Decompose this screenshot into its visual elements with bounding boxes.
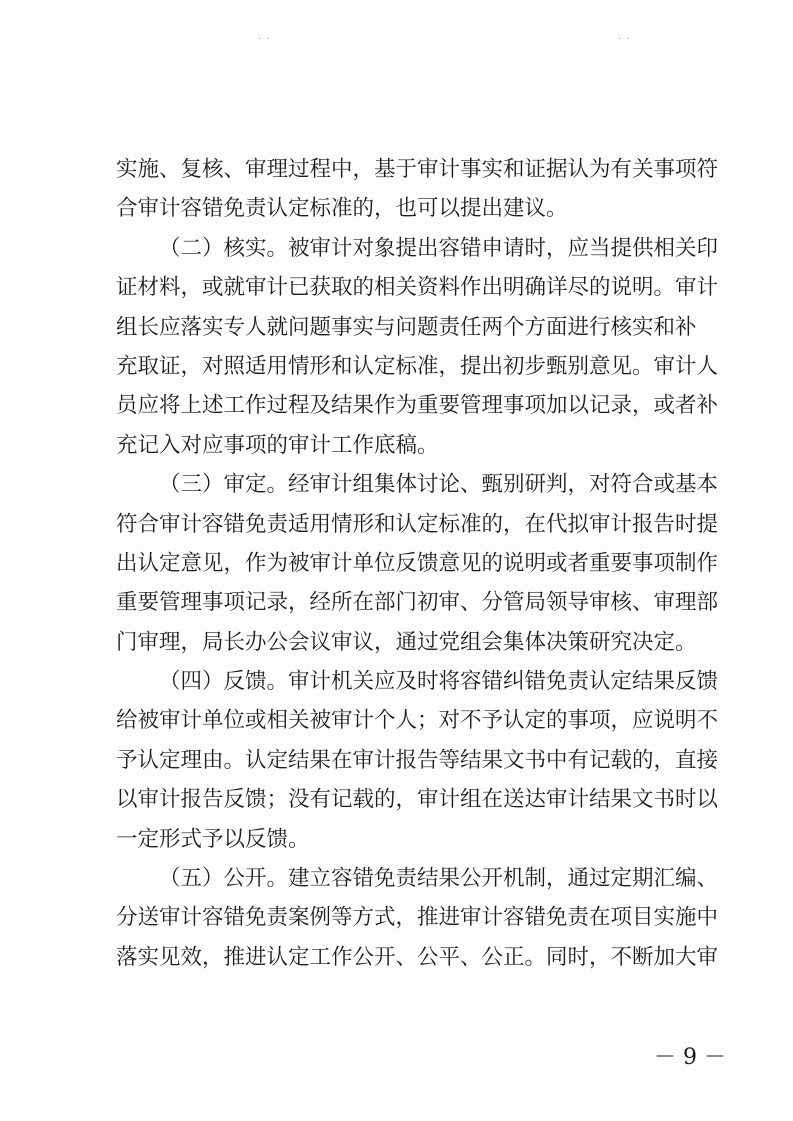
scan-speck-left: · ·: [258, 34, 271, 45]
paragraph-3-line-4: 重要管理事项记录，经所在部门初审、分管局领导审核、审理部: [116, 590, 719, 616]
paragraph-3-line-2: 符合审计容错免责适用情形和认定标准的，在代拟审计报告时提: [116, 511, 719, 537]
paragraph-4-line-2: 给被审计单位或相关被审计个人；对不予认定的事项，应说明不: [116, 708, 719, 734]
paragraph-4-line-5: 一定形式予以反馈。: [116, 826, 310, 852]
paragraph-2-line-2: 证材料，或就审计已获取的相关资料作出明确详尽的说明。审计: [116, 275, 719, 301]
paragraph-1-line-2: 合审计容错免责认定标准的，也可以提出建议。: [116, 196, 568, 222]
paragraph-2-line-5: 员应将上述工作过程及结果作为重要管理事项加以记录，或者补: [116, 393, 719, 419]
scan-speck-right: · ·: [618, 34, 631, 45]
page-number: － 9 －: [654, 1045, 726, 1070]
paragraph-2-line-1: （二）核实。被审计对象提出容错申请时，应当提供相关印: [159, 235, 719, 261]
paragraph-3-line-1: （三）审定。经审计组集体讨论、甄别研判，对符合或基本: [159, 472, 719, 498]
paragraph-3-line-3: 出认定意见，作为被审计单位反馈意见的说明或者重要事项制作: [116, 550, 719, 576]
paragraph-4-line-1: （四）反馈。审计机关应及时将容错纠错免责认定结果反馈: [159, 669, 719, 695]
paragraph-4-line-4: 以审计报告反馈；没有记载的，审计组在送达审计结果文书时以: [116, 787, 719, 813]
paragraph-5-line-3: 落实见效，推进认定工作公开、公平、公正。同时，不断加大审: [116, 944, 719, 970]
paragraph-1-line-1: 实施、复核、审理过程中，基于审计事实和证据认为有关事项符: [116, 157, 719, 182]
paragraph-3-line-5: 门审理，局长办公会议审议，通过党组会集体决策研究决定。: [116, 629, 697, 655]
paragraph-5-line-1: （五）公开。建立容错免责结果公开机制，通过定期汇编、: [159, 866, 719, 892]
paragraph-4-line-3: 予认定理由。认定结果在审计报告等结果文书中有记载的，直接: [116, 747, 719, 773]
body-text: [116, 150, 719, 977]
paragraph-2-line-3: 组长应落实专人就问题事实与问题责任两个方面进行核实和补: [116, 314, 697, 340]
paragraph-5-line-2: 分送审计容错免责案例等方式，推进审计容错免责在项目实施中: [116, 905, 719, 931]
paragraph-2-line-6: 充记入对应事项的审计工作底稿。: [116, 432, 439, 458]
paragraph-2-line-4: 充取证，对照适用情形和认定标准，提出初步甄别意见。审计人: [116, 353, 719, 379]
